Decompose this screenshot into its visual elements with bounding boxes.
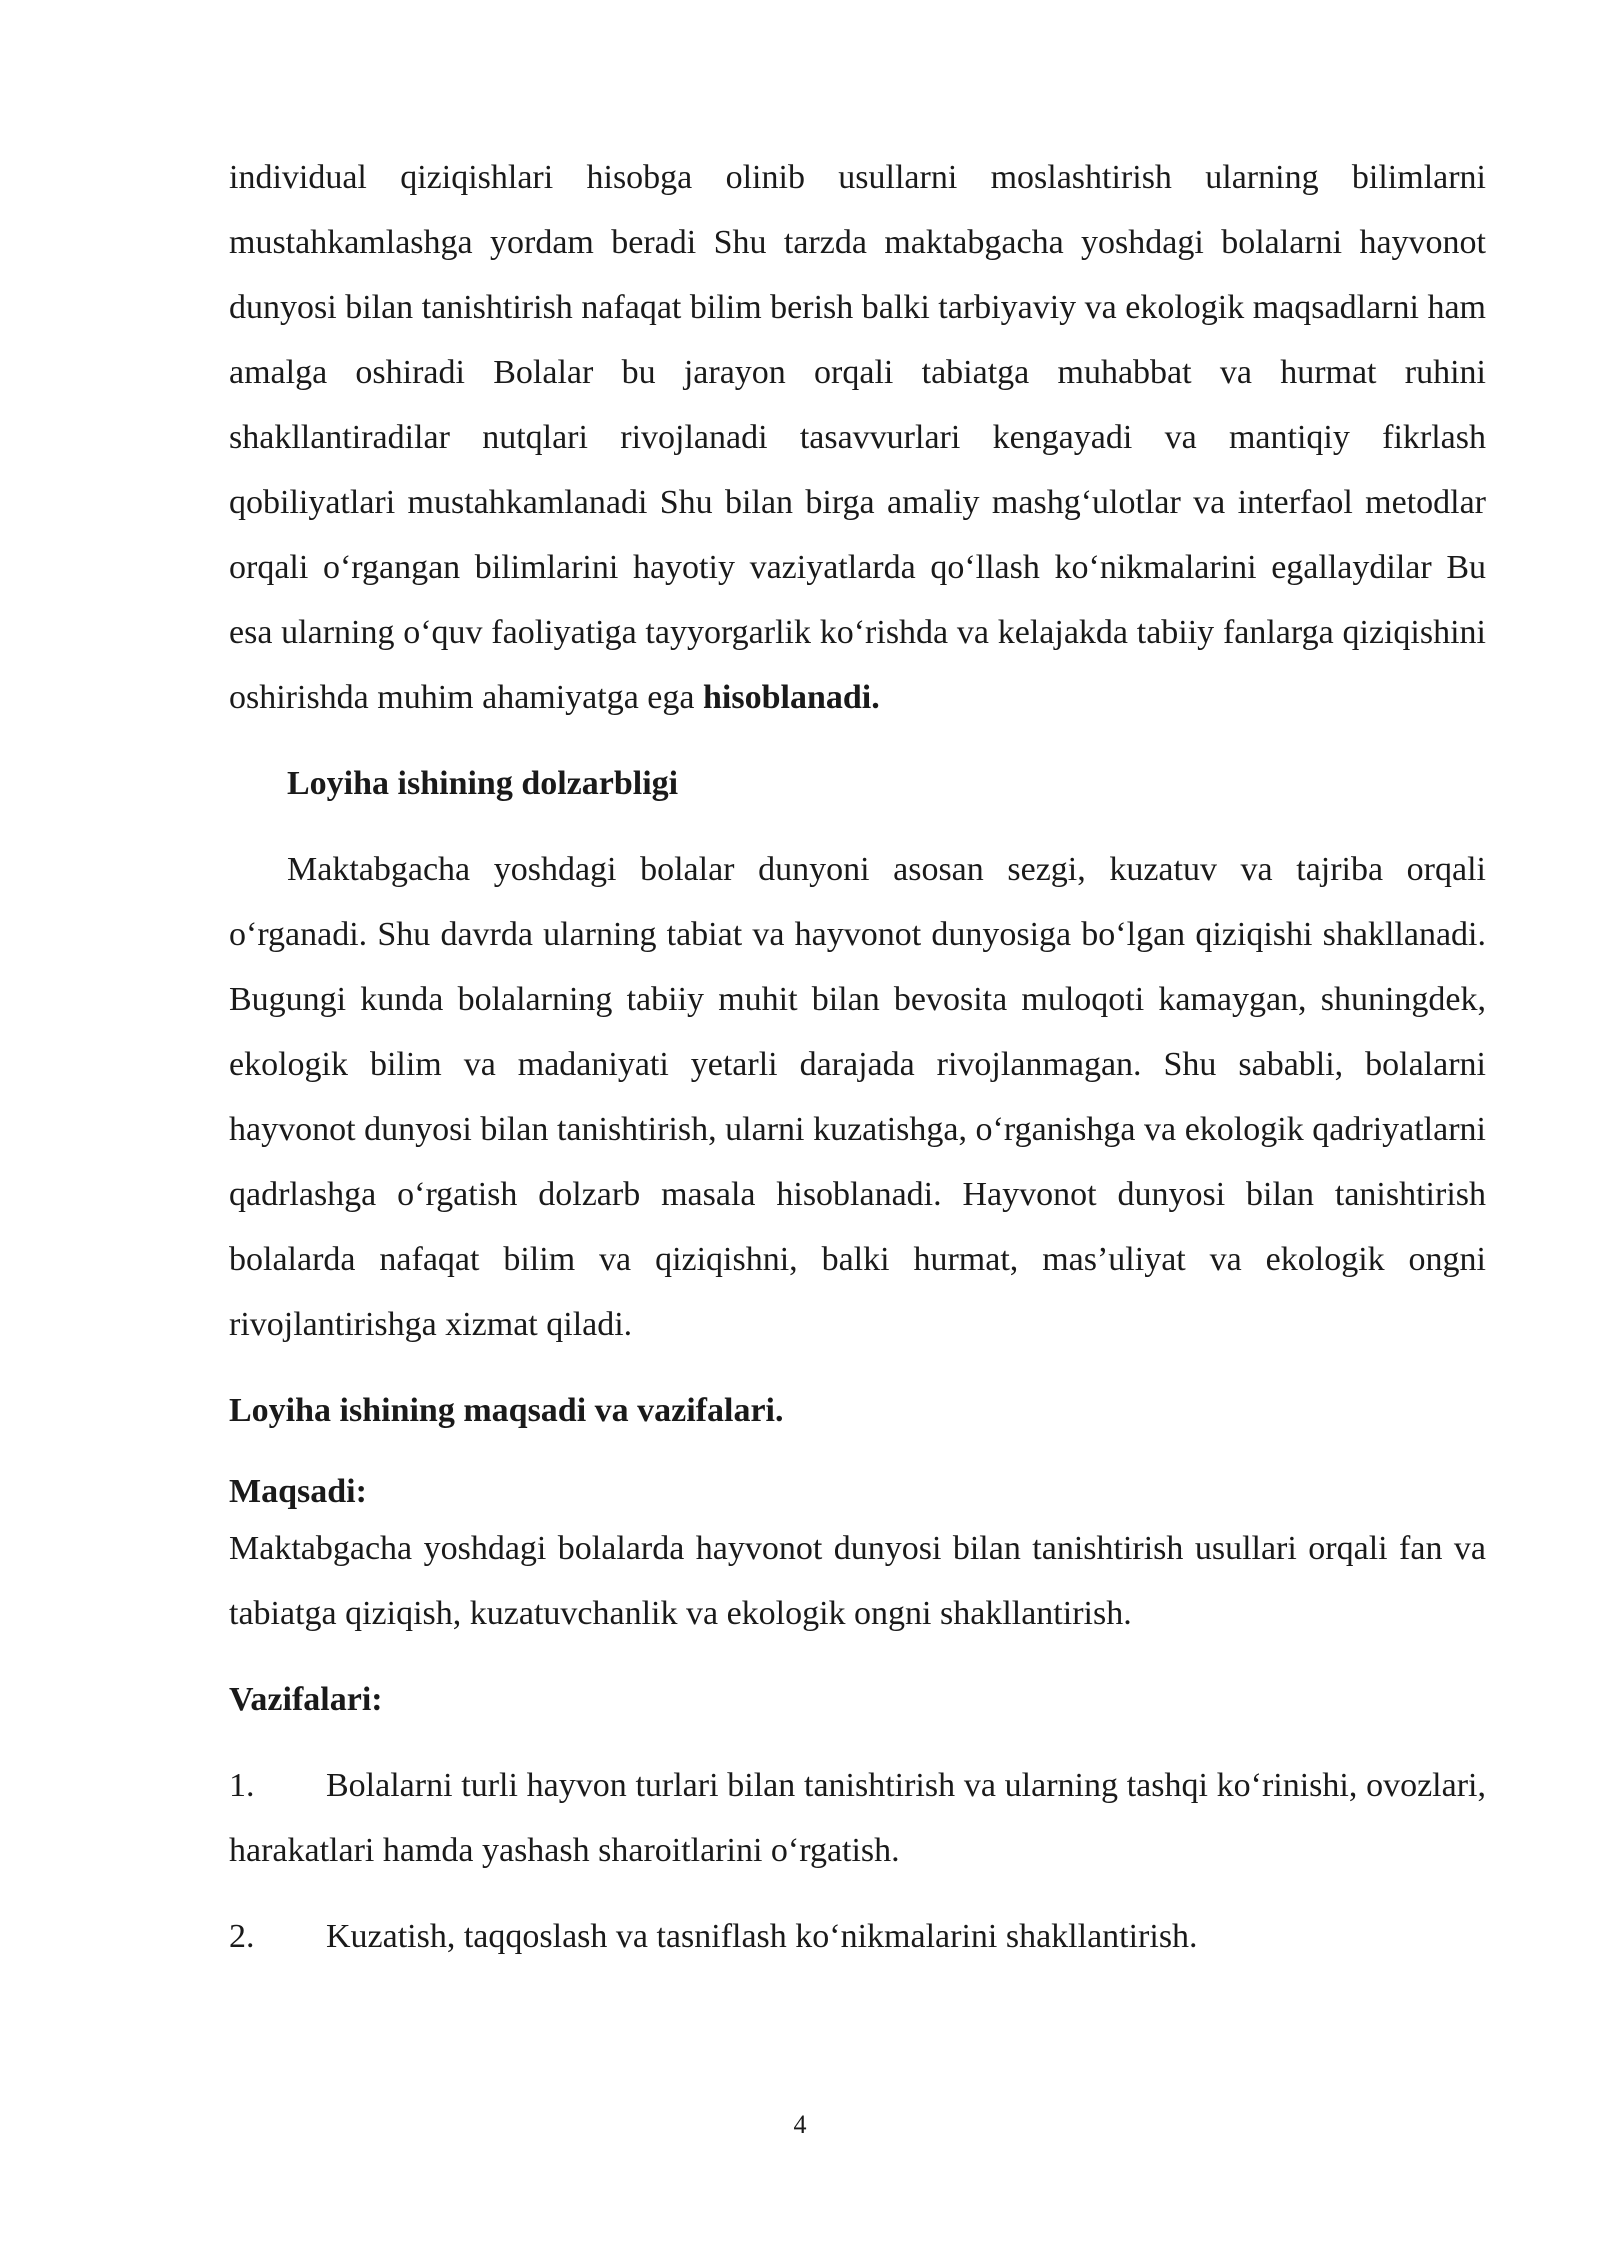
task-item-2 bbox=[229, 1904, 1486, 1969]
tasks-subheading: Vazifalari: bbox=[229, 1681, 383, 1718]
task-item-1 bbox=[229, 1753, 1486, 1883]
intro-paragraph-text: individual qiziqishlari hisobga olinib usullarni moslashtirish ularning bilimlarni mustahkamlashga yordam beradi Shu tarzda maktabgacha yoshdagi bolalarni hayvonot dunyosi bilan tanishtirish nafaqat bilim berish balki tarbiyaviy va ekologik maqsadlarni ham amalga oshiradi Bolalar bu jarayon orqali tabiatga muhabbat va hurmat ruhini shakllantiradilar nutqlari rivojlanadi tasavvurlari kengayadi va mantiqiy fikrlash qobiliyatlari mustahkamlanadi Shu bilan birga amaliy mashg‘ulotlar va interfaol metodlar orqali o‘rgangan bilimlarini hayotiy vaziyatlarda qo‘llash ko‘nikmalarini egallaydilar Bu esa ularning o‘quv faoliyatiga tayyorgarlik ko‘rishda va kelajakda tabiiy fanlarga qiziqishini oshirishda muhim ahamiyatga ega bbox=[229, 159, 1486, 716]
goal-subheading: Maqsadi: bbox=[229, 1473, 367, 1510]
relevance-paragraph: Maktabgacha yoshdagi bolalar dunyoni asosan sezgi, kuzatuv va tajriba orqali o‘rganadi. Shu davrda ularning tabiat va hayvonot dunyosiga bo‘lgan qiziqishi shakllanadi. Bugungi kunda bolalarning tabiiy muhit bilan bevosita muloqoti kamaygan, shuningdek, ekologik bilim va madaniyati yetarli darajada rivojlanmagan. Shu sababli, bolalarni hayvonot dunyosi bilan tanishtirish, ularni kuzatishga, o‘rganishga va ekologik qadriyatlarni qadrlashga o‘rgatish dolzarb masala hisoblanadi. Hayvonot dunyosi bilan tanishtirish bolalarda nafaqat bilim va qiziqishni, balki hurmat, mas’uliyat va ekologik ongni rivojlantirishga xizmat qiladi. bbox=[229, 851, 1486, 1343]
relevance-heading: Loyiha ishining dolzarbligi bbox=[287, 765, 679, 802]
task-text: Kuzatish, taqqoslash va tasniflash ko‘nikmalarini shakllantirish. bbox=[326, 1918, 1198, 1955]
task-number: 1. bbox=[229, 1767, 255, 1804]
intro-paragraph-bold-end: hisoblanadi. bbox=[703, 679, 880, 716]
document-page bbox=[229, 145, 1486, 1969]
page-number: 4 bbox=[793, 2110, 807, 2139]
goals-heading: Loyiha ishining maqsadi va vazifalari. bbox=[229, 1392, 784, 1429]
task-text: Bolalarni turli hayvon turlari bilan tanishtirish va ularning tashqi ko‘rinishi, ovozlari, harakatlari hamda yashash sharoitlarini o‘rgatish. bbox=[229, 1767, 1486, 1869]
intro-paragraph bbox=[229, 145, 1486, 730]
task-number: 2. bbox=[229, 1918, 255, 1955]
goal-paragraph: Maktabgacha yoshdagi bolalarda hayvonot dunyosi bilan tanishtirish usullari orqali fan va tabiatga qiziqish, kuzatuvchanlik va ekologik ongni shakllantirish. bbox=[229, 1530, 1486, 1632]
